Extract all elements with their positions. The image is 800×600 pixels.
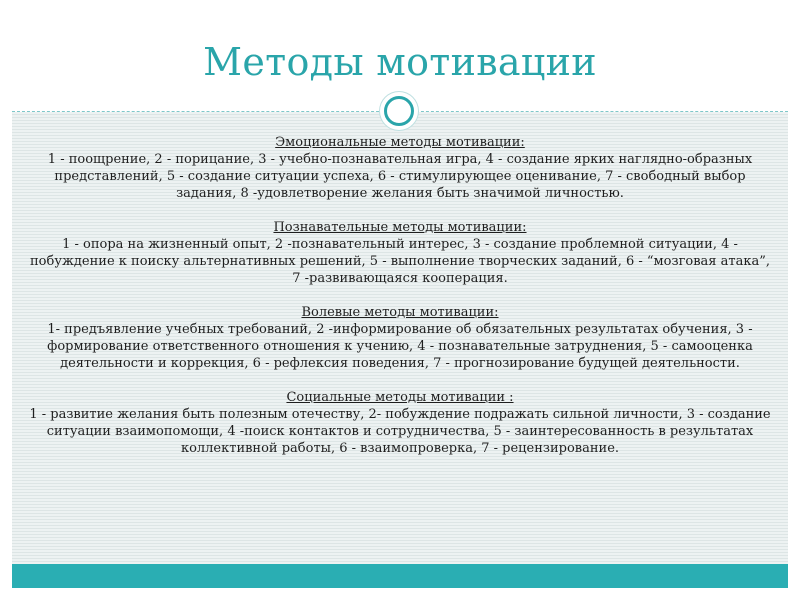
- section-text: 1 - опора на жизненный опыт, 2 -познавательный интерес, 3 - создание проблемной ситуации, 4 - побуждение к поиску альтернативных решений, 5 - выполнение творческих заданий, 6 - “мозговая атака”, 7 -развивающаяся кооперация.: [30, 237, 770, 286]
- slide-title: Методы мотивации: [203, 40, 597, 84]
- bottom-accent-bar: [12, 564, 788, 588]
- section-text: 1 - поощрение, 2 - порицание, 3 - учебно-познавательная игра, 4 - создание ярких наглядно-образных представлений, 5 - создание ситуации успеха, 6 - стимулирующее оценивание, 7 - свободный выбор задания, 8 -удовлетворение желания быть значимой личностью.: [47, 152, 753, 201]
- section-heading: Волевые методы мотивации:: [301, 305, 499, 320]
- slide-frame: [12, 12, 788, 588]
- section-volitional: [28, 304, 772, 372]
- circle-ornament-inner: [384, 96, 414, 126]
- section-heading: Социальные методы мотивации :: [286, 390, 514, 405]
- section-text: 1- предъявление учебных требований, 2 -информирование об обязательных результатах обучения, 3 - формирование ответственного отношения к учению, 4 - познавательные затруднения, 5 - самооценка деятельности и коррекция, 6 - рефлексия поведения, 7 - прогнозирование будущей деятельности.: [47, 322, 753, 371]
- section-text: 1 - развитие желания быть полезным отечеству, 2- побуждение подражать сильной личности, 3 - создание ситуации взаимопомощи, 4 -поиск контактов и сотрудничества, 5 - заинтересованность в результатах коллективной работы, 6 - взаимопроверка, 7 - рецензирование.: [29, 407, 771, 456]
- section-heading: Познавательные методы мотивации:: [273, 220, 527, 235]
- section-emotional: [28, 134, 772, 202]
- section-heading: Эмоциональные методы мотивации:: [275, 135, 525, 150]
- circle-ornament-icon: [380, 92, 418, 130]
- content-body: [28, 134, 772, 474]
- section-social: [28, 389, 772, 457]
- section-cognitive: [28, 219, 772, 287]
